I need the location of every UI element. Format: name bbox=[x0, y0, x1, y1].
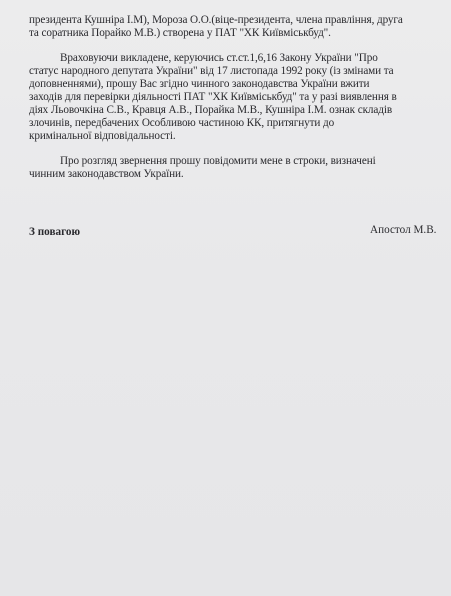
text-line-9: кримінальної відповідальності. bbox=[29, 130, 176, 142]
closing-salutation: З повагою bbox=[29, 226, 81, 238]
text-line-2: та соратника Порайко М.В.) створена у ПАТ "ХК Київміськбуд". bbox=[29, 27, 331, 39]
text-line-7: діях Льовочкіна С.В., Кравця А.В., Порайка М.В., Кушніра І.М. ознак складів bbox=[29, 104, 393, 116]
text-line-1: президента Кушніра І.М), Мороза О.О.(віце-президента, члена правління, друга bbox=[29, 14, 403, 26]
text-line-4: статус народного депутата України" від 17 листопада 1992 року (із змінами та bbox=[29, 65, 394, 77]
signature-name: Апостол М.В. bbox=[370, 224, 437, 236]
text-line-6: заходів для перевірки діяльності ПАТ "ХК Київміськбуд" та у разі виявлення в bbox=[29, 91, 397, 103]
text-line-8: злочинів, передбачених Особливою частиною КК, притягнути до bbox=[29, 117, 335, 129]
text-line-11: чинним законодавством України. bbox=[29, 168, 184, 180]
text-line-5: доповненнями), прошу Вас згідно чинного законодавства України вжити bbox=[29, 78, 370, 90]
text-line-10: Про розгляд звернення прошу повідомити мене в строки, визначені bbox=[60, 155, 376, 167]
text-line-3: Враховуючи викладене, керуючись ст.ст.1,6,16 Закону України "Про bbox=[60, 52, 378, 64]
